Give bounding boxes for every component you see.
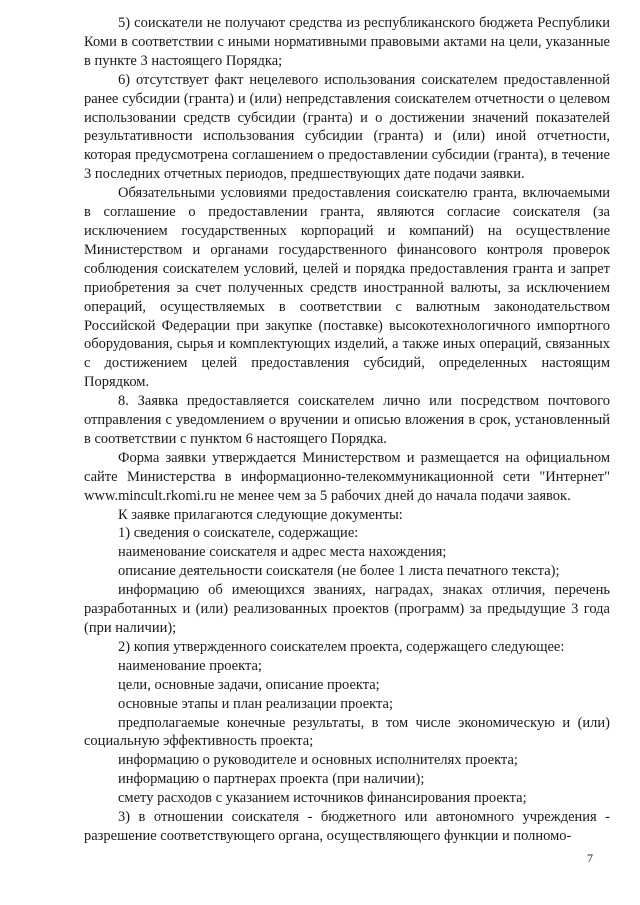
paragraph-item-8: 8. Заявка предоставляется соискателем лично или посредством почтового отправления с уведомлением о вручении и описью вложения в срок, установленный в соответствии с пунктом 6 настоящего Порядка.	[84, 393, 610, 447]
page-number: 7	[587, 851, 593, 865]
list-item-expected-results: предполагаемые конечные результаты, в том числе экономическую и (или) социальную эффективность проекта;	[84, 714, 610, 750]
paragraph-item-5: 5) соискатели не получают средства из республиканского бюджета Республики Коми в соответствии с иными нормативными правовыми актами на цели, указанные в пункте 3 настоящего Порядка;	[84, 15, 610, 69]
list-item-activity-description: описание деятельности соискателя (не более 1 листа печатного текста);	[118, 563, 560, 580]
paragraph-documents-intro: К заявке прилагаются следующие документы:	[118, 506, 403, 523]
list-item-project-name: наименование проекта;	[118, 657, 262, 674]
list-item-project-partners: информацию о партнерах проекта (при наличии);	[118, 771, 425, 788]
body-text	[84, 14, 610, 846]
paragraph-application-form: Форма заявки утверждается Министерством и размещается на официальном сайте Министерства в информационно-телекоммуникационной сети "Интернет" www.mincult.rkomi.ru не менее чем за 5 рабочих дней до начала подачи заявок.	[84, 449, 610, 504]
list-item-project-stages: основные этапы и план реализации проекта;	[118, 695, 393, 712]
list-item-awards-info: информацию об имеющихся званиях, наградах, знаках отличия, перечень разработанных и (или) реализованных проектов (программ) за предыдущие 3 года (при наличии);	[84, 582, 610, 636]
list-item-name-address: наименование соискателя и адрес места нахождения;	[118, 544, 447, 561]
paragraph-item-6: 6) отсутствует факт нецелевого использования соискателем предоставленной ранее субсидии (гранта) и (или) непредставления соискателем отчетности о целевом использовании средств субсидии (гранта) и о достижении значений показателей результативности использования субсидии (гранта) и (или) иной отчетности, которая предусмотрена соглашением о предоставлении субсидии (гранта), в течение 3 последних отчетных периодов, предшествующих дате подачи заявки.	[84, 71, 610, 183]
list-item-project-leader: информацию о руководителе и основных исполнителях проекта;	[118, 752, 518, 769]
list-item-applicant-info: 1) сведения о соискателе, содержащие:	[118, 525, 359, 542]
list-item-project-goals: цели, основные задачи, описание проекта;	[118, 676, 380, 693]
list-item-institution-permission: 3) в отношении соискателя - бюджетного или автономного учреждения - разрешение соответствующего органа, осуществляющего функции и полномо-	[84, 809, 610, 844]
list-item-budget: смету расходов с указанием источников финансирования проекта;	[118, 790, 527, 807]
list-item-project-copy: 2) копия утвержденного соискателем проекта, содержащего следующее:	[118, 638, 565, 655]
paragraph-mandatory-conditions: Обязательными условиями предоставления соискателю гранта, включаемыми в соглашение о предоставлении гранта, являются согласие соискателя (за исключением государственных корпораций и компаний) на осуществление Министерством и органами государственного финансового контроля проверок соблюдения соискателем условий, целей и порядка предоставления гранта и запрет приобретения за счет полученных средств иностранной валюты, за исключением операций, осуществляемых в соответствии с валютным законодательством Российской Федерации при закупке (поставке) высокотехнологичного импортного оборудования, сырья и комплектующих изделий, а также иных операций, связанных с достижением целей предоставления субсидий, определенных настоящим Порядком.	[84, 185, 610, 391]
